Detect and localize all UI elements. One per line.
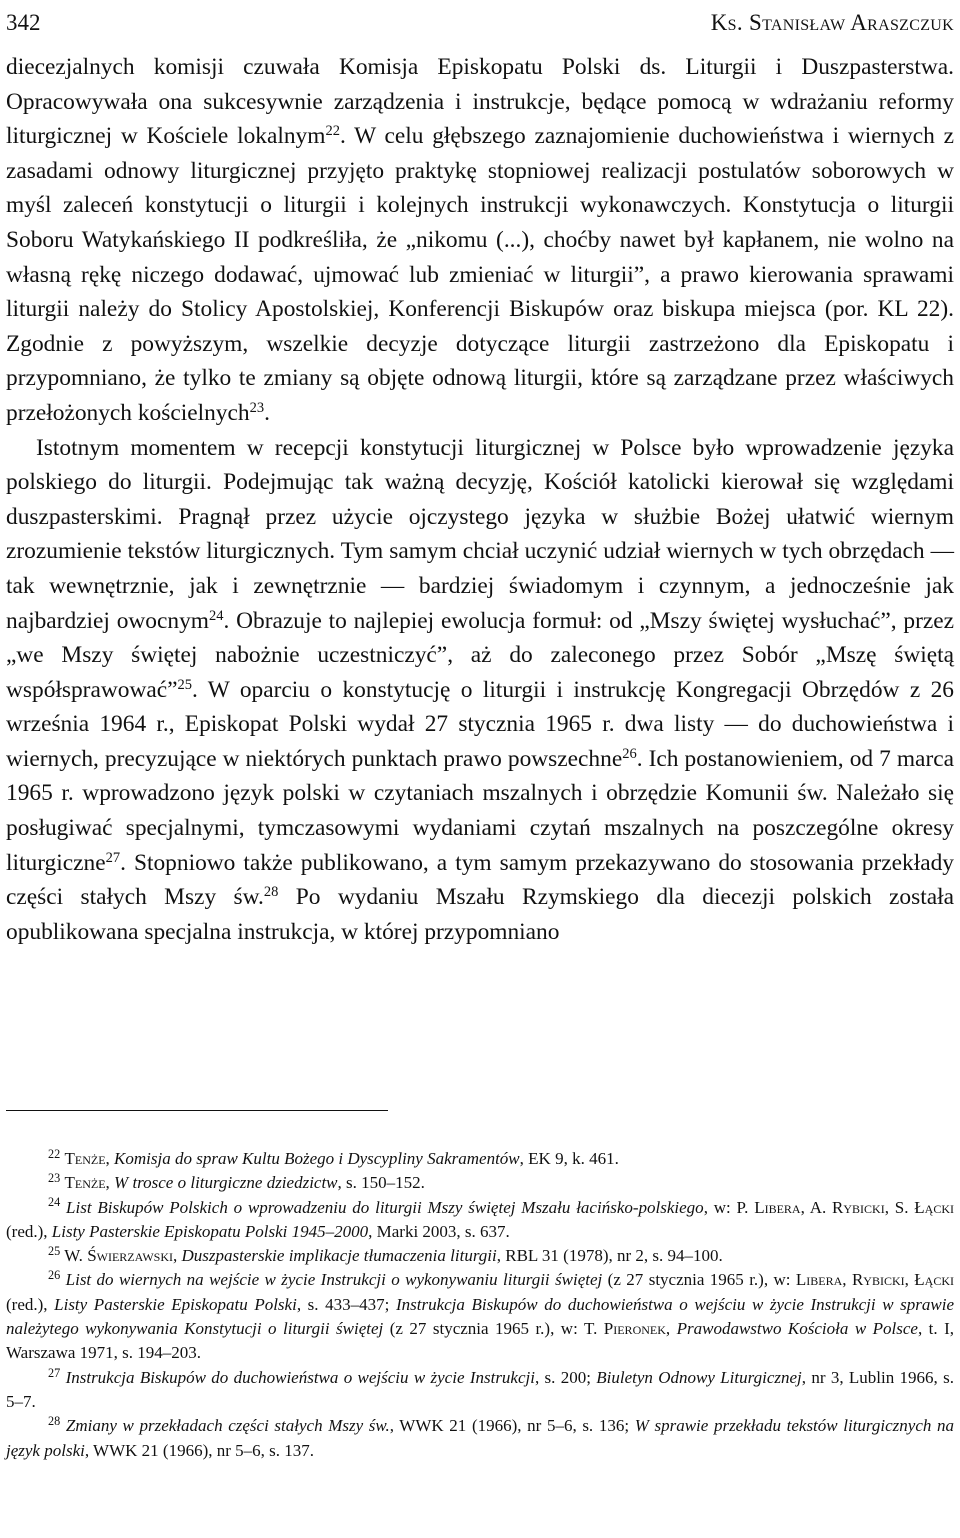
- footnote-26: $^{26}$ List do wiernych na wejście w życie Instrukcji o wykonywaniu liturgii świętej (z 27 stycznia 1965 r.), w: Libera, Rybicki, Łącki (red.), Listy Pasterskie Episkopatu Polski, s. 433–437; Instrukcja Biskupów do duchowieństwa o wejściu w życie Instrukcji w sprawie należytego wykonywania Konstytucji o liturgii świętej (z 27 stycznia 1965 r.), w: T. Pieronek, Prawodawstwo Kościoła w Polsce, t. I, Warszawa 1971, s. 194–203.: [6, 1268, 955, 1363]
- footnote-22: $^{22}$ Tenże, Komisja do spraw Kultu Bożego i Dyscypliny Sakramentów, EK 9, k. 461.: [48, 1146, 619, 1168]
- footnote-ref-24[interactable]: 24: [208, 607, 224, 624]
- footnote-24: $^{24}$ List Biskupów Polskich o wprowadzeniu do liturgii Mszy świętej Mszału łacińsko-polskiego, w: P. Libera, A. Rybicki, S. Łącki (red.), Listy Pasterskie Episkopatu Polski 1945–2000, Marki 2003, s. 637.: [6, 1195, 955, 1241]
- footnote-ref-28[interactable]: 28: [263, 884, 279, 901]
- footnote-ref-23[interactable]: 23: [249, 399, 265, 416]
- footnote-ref-26[interactable]: 26: [622, 745, 637, 762]
- paragraph-1: diecezjalnych komisji czuwała Komisja Episkopatu Polski ds. Liturgii i Duszpasterstwa. Opracowywała ona sukcesywnie zarządzenia i instrukcje, będące pomocą w wdrażaniu reformy liturgicznej w Kościele lokalnym$^{22}$. W celu głębszego zaznajomienie duchowieństwa i wiernych z zasadami odnowy liturgicznej przyjęto praktykę stopniowej realizacji postulatów soborowych w myśl zaleceń konstytucji o liturgii i kolejnych instrukcji wykonawczych. Konstytucja o liturgii Soboru Watykańskiego II podkreśliła, że „nikomu (...), choćby nawet był kapłanem, nie wolno na własną rękę niczego dodawać, ujmować lub zmieniać w liturgii”, a prawo kierowania sprawami liturgii należy do Stolicy Apostolskiej, Konferencji Biskupów oraz biskupa miejsca (por. KL 22). Zgodnie z powyższym, wszelkie decyzje dotyczące liturgii zastrzeżono dla Episkopatu i przypomniano, że tylko te zmiany są objęte odnową liturgii, które są zarządzane przez właściwych przełożonych kościelnych$^{23}$.: [6, 54, 954, 426]
- footnote-ref-22[interactable]: 22: [325, 123, 340, 140]
- main-text: [6, 50, 954, 949]
- footnote-ref-25[interactable]: 25: [177, 676, 192, 693]
- footnote-25: $^{25}$ W. Świerzawski, Duszpasterskie implikacje tłumaczenia liturgii, RBL 31 (1978), nr 2, s. 94–100.: [48, 1244, 723, 1266]
- footnote-23: $^{23}$ Tenże, W trosce o liturgiczne dziedzictw, s. 150–152.: [48, 1171, 425, 1193]
- footnote-separator: [6, 1110, 388, 1111]
- paragraph-2: Istotnym momentem w recepcji konstytucji liturgicznej w Polsce było wprowadzenie języka polskiego do liturgii. Podejmując tak ważną decyzję, Kościół katolicki kierował się względami duszpasterskimi. Pragnął przez użycie ojczystego języka w służbie Bożej ułatwić wiernym zrozumienie tekstów liturgicznych. Tym samym chciał uczynić udział wiernych w tych obrzędach — tak wewnętrznie, jak i zewnętrznie — bardziej świadomym i czynnym, a jednocześnie jak najbardziej owocnym$^{24}$. Obrazuje to najlepiej ewolucja formuł: od „Mszy świętej wysłuchać”, przez „we Mszy świętej nabożnie uczestniczyć”, aż do zaleconego przez Sobór „Mszę świętą współsprawować”$^{25}$. W oparciu o konstytucję o liturgii i instrukcję Kongregacji Obrzędów z 26 września 1964 r., Episkopat Polski wydał 27 stycznia 1965 r. dwa listy — do duchowieństwa i wiernych, precyzujące w niektórych punktach prawo powszechne$^{26}$. Ich postanowieniem, od 7 marca 1965 r. wprowadzono język polski w czytaniach mszalnych i obrzędzie Komunii św. Należało się posługiwać specjalnymi, tymczasowymi wydaniami czytań mszalnych na poszczególne okresy liturgiczne$^{27}$. Stopniowo także publikowano, a tym samym przekazywano do stosowania przekłady części stałych Mszy św.$^{28}$ Po wydaniu Mszału Rzymskiego dla diecezji polskich została opublikowana specjalna instrukcja, w której przypomniano: [6, 434, 954, 945]
- footnotes: [6, 1147, 954, 1463]
- running-header: [6, 2, 954, 36]
- page-number: 342: [6, 10, 41, 35]
- footnote-ref-27[interactable]: 27: [105, 849, 121, 866]
- footnote-27: $^{27}$ Instrukcja Biskupów do duchowieństwa o wejściu w życie Instrukcji, s. 200; Biuletyn Odnowy Liturgicznej, nr 3, Lublin 1966, s. 5–7.: [6, 1365, 955, 1411]
- running-author: Ks. Stanisław Araszczuk: [710, 10, 954, 35]
- footnote-28: $^{28}$ Zmiany w przekładach części stałych Mszy św., WWK 21 (1966), nr 5–6, s. 136; W sprawie przekładu tekstów liturgicznych na język polski, WWK 21 (1966), nr 5–6, s. 137.: [6, 1414, 955, 1460]
